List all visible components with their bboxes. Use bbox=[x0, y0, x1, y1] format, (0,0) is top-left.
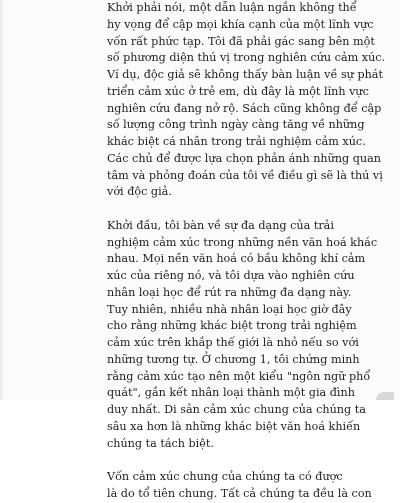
text-line: Vốn cảm xúc chung của chúng ta có được bbox=[107, 470, 343, 483]
text-line: cảm xúc trên khắp thế giới là nhỏ nếu so với bbox=[107, 336, 359, 349]
text-line: hy vọng để cập mọi khía cạnh của một lĩnh vực bbox=[107, 17, 374, 31]
text-line: số phương diện thú vị trong nghiên cứu cảm xúc. bbox=[107, 51, 386, 65]
text-line: Các chủ để được lựa chọn phản ánh những quan bbox=[107, 151, 382, 165]
text-line: triển cảm xúc ở trẻ em, dù đây là một lĩnh vực bbox=[107, 84, 369, 98]
text-line: Ví dụ, độc giả sẽ không thấy bàn luận về sự phát bbox=[107, 68, 383, 81]
paragraph-gap bbox=[107, 452, 397, 469]
text-line: rằng cảm xúc tạo nên một kiểu "ngôn ngữ phổ bbox=[107, 369, 371, 383]
text-line: vốn rất phức tạp. Tôi đã phải gác sang bên một bbox=[107, 34, 375, 48]
text-line: tâm và phỏng đoán của tôi về điều gì sẽ là thú vị bbox=[107, 168, 383, 182]
text-line: Tuy nhiên, nhiều nhà nhân loại học giờ đây bbox=[107, 302, 352, 316]
paragraph-3 bbox=[107, 469, 397, 503]
text-line: khác biệt cá nhân trong trải nghiệm cảm xúc. bbox=[107, 135, 366, 148]
text-line: với độc giả. bbox=[107, 185, 172, 199]
text-line: quát", gắn kết nhân loại thành một gia đình bbox=[107, 386, 355, 400]
paragraph-1 bbox=[107, 0, 397, 201]
page-corner-fold bbox=[376, 392, 394, 400]
text-line: số lượng công trình ngày càng tăng về những bbox=[107, 118, 365, 132]
text-line: nhau. Mọi nền văn hoá có bầu không khí cảm bbox=[107, 252, 366, 266]
text-line: là do tổ tiên chung. Tất cả chúng ta đều là con bbox=[107, 486, 372, 500]
page-edge bbox=[0, 0, 6, 400]
text-line: nghiệm cảm xúc trong những nền văn hoá khác bbox=[107, 235, 378, 249]
body-text bbox=[107, 0, 397, 503]
text-line: nhân loại học để rút ra những đa dạng này. bbox=[107, 285, 352, 299]
paragraph-gap bbox=[107, 201, 397, 218]
text-line: nghiên cứu đang nở rộ. Sách cũng không để cập bbox=[107, 101, 382, 115]
paragraph-2 bbox=[107, 218, 397, 453]
text-line: xúc của riêng nó, và tôi dựa vào nghiên cứu bbox=[107, 269, 355, 282]
text-line: cho rằng những khác biệt trong trải nghiệm bbox=[107, 319, 357, 333]
text-line: duy nhất. Di sản cảm xúc chung của chúng ta bbox=[107, 403, 366, 416]
text-line: sâu xa hơn là những khác biệt văn hoá khiến bbox=[107, 419, 361, 433]
text-line: Khởi đầu, tôi bàn về sự đa dạng của trải bbox=[107, 218, 334, 232]
text-line: Khởi phải nói, một dẫn luận ngắn không thể bbox=[107, 1, 357, 14]
text-line: những tương tự. Ở chương 1, tôi chứng minh bbox=[107, 352, 360, 366]
text-line: chúng ta tách biệt. bbox=[107, 436, 214, 450]
